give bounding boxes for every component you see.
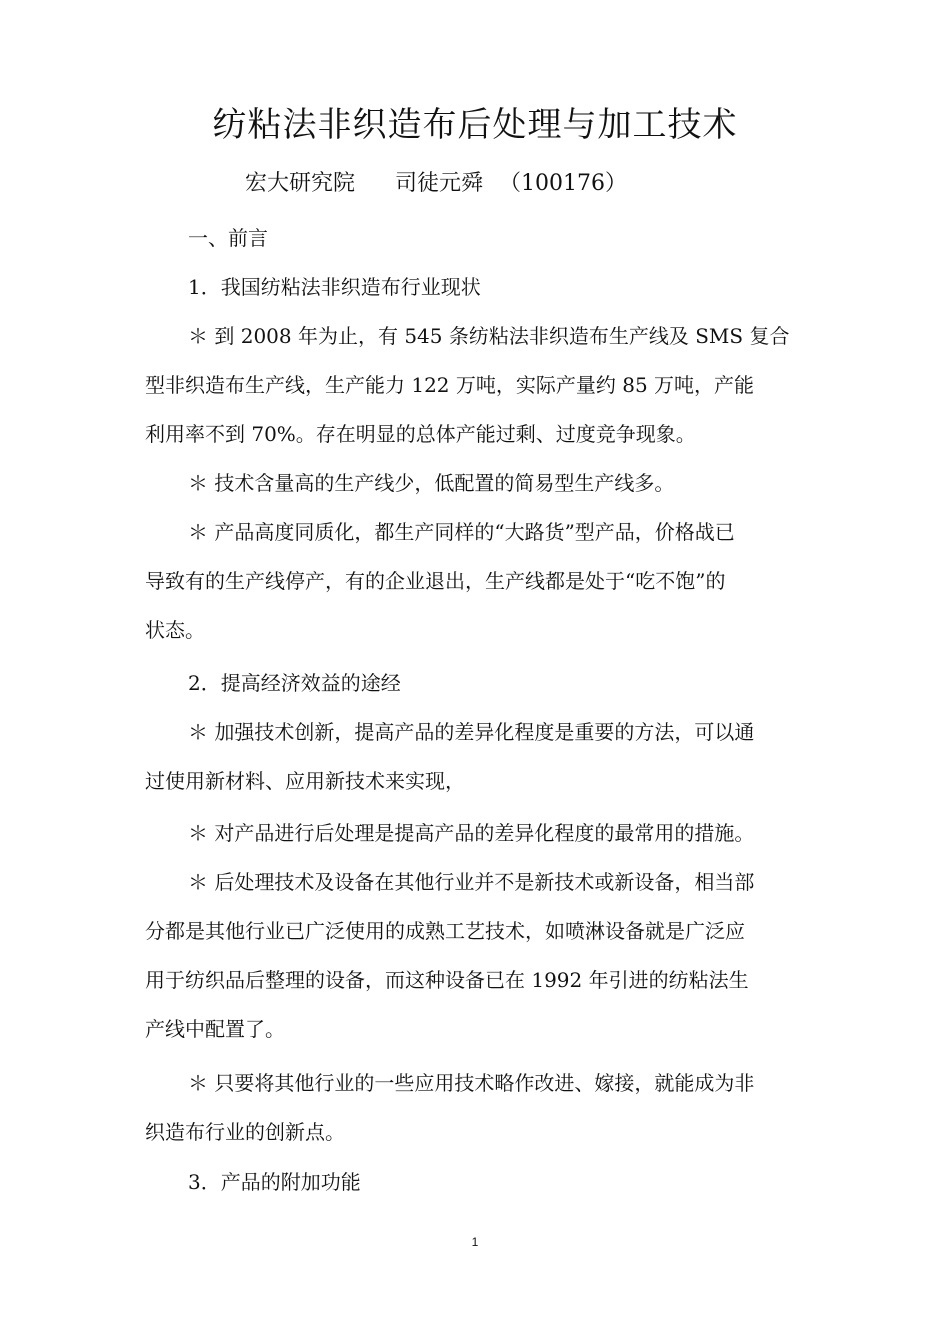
author-byline (245, 164, 627, 204)
text-line: 3．产品的附加功能 (188, 1170, 361, 1194)
text-line: 过使用新材料、应用新技术来实现， (145, 769, 465, 793)
subsection-heading-functions (145, 1158, 807, 1207)
paragraph-technology (145, 459, 807, 508)
text-line: 导致有的生产线停产，有的企业退出，生产线都是处于“吃不饱”的 (145, 569, 726, 593)
text-line: 利用率不到 70%。存在明显的总体产能过剩、过度竞争现象。 (145, 422, 696, 446)
text-line: ＊ 只要将其他行业的一些应用技术略作改进、嫁接，就能成为非 (188, 1071, 755, 1095)
author-organization: 宏大研究院 (245, 171, 356, 196)
author-code: （100176） (499, 171, 628, 196)
document-title: 纺粘法非织造布后处理与加工技术 (212, 105, 738, 145)
subsection-heading-benefit (145, 659, 807, 708)
text-line: 1．我国纺粘法非织造布行业现状 (188, 275, 481, 299)
text-line: ＊ 技术含量高的生产线少，低配置的简易型生产线多。 (188, 471, 675, 495)
text-line: 2．提高经济效益的途经 (188, 671, 401, 695)
paragraph-homogeneity (145, 508, 807, 655)
paragraph-capacity (145, 312, 807, 459)
text-line: ＊ 产品高度同质化，都生产同样的“大路货”型产品，价格战已 (188, 520, 735, 544)
text-line: ＊ 到 2008 年为止，有 545 条纺粘法非织造布生产线及 SMS 复合 (188, 324, 790, 348)
text-line: 产线中配置了。 (145, 1017, 285, 1041)
subsection-heading-status (145, 263, 807, 312)
paragraph-post-treatment (145, 809, 807, 858)
paragraph-innovation (145, 708, 807, 806)
text-line: 状态。 (145, 618, 205, 642)
text-line: 型非织造布生产线，生产能力 122 万吨，实际产量约 85 万吨，产能 (145, 373, 755, 397)
section-heading-preface (145, 214, 807, 263)
paragraph-equipment (145, 858, 807, 1054)
author-name: 司徒元舜 (395, 171, 484, 196)
text-line: 分都是其他行业已广泛使用的成熟工艺技术，如喷淋设备就是广泛应 (145, 919, 745, 943)
text-line: 织造布行业的创新点。 (145, 1120, 345, 1144)
page-number: 1 (471, 1235, 479, 1249)
text-line: ＊ 对产品进行后处理是提高产品的差异化程度的最常用的措施。 (188, 821, 755, 845)
text-line: 用于纺织品后整理的设备，而这种设备已在 1992 年引进的纺粘法生 (145, 968, 749, 992)
text-line: 一、前言 (188, 226, 268, 250)
paragraph-adaptation (145, 1059, 807, 1157)
text-line: ＊ 后处理技术及设备在其他行业并不是新技术或新设备，相当部 (188, 870, 755, 894)
text-line: ＊ 加强技术创新，提高产品的差异化程度是重要的方法，可以通 (188, 720, 755, 744)
